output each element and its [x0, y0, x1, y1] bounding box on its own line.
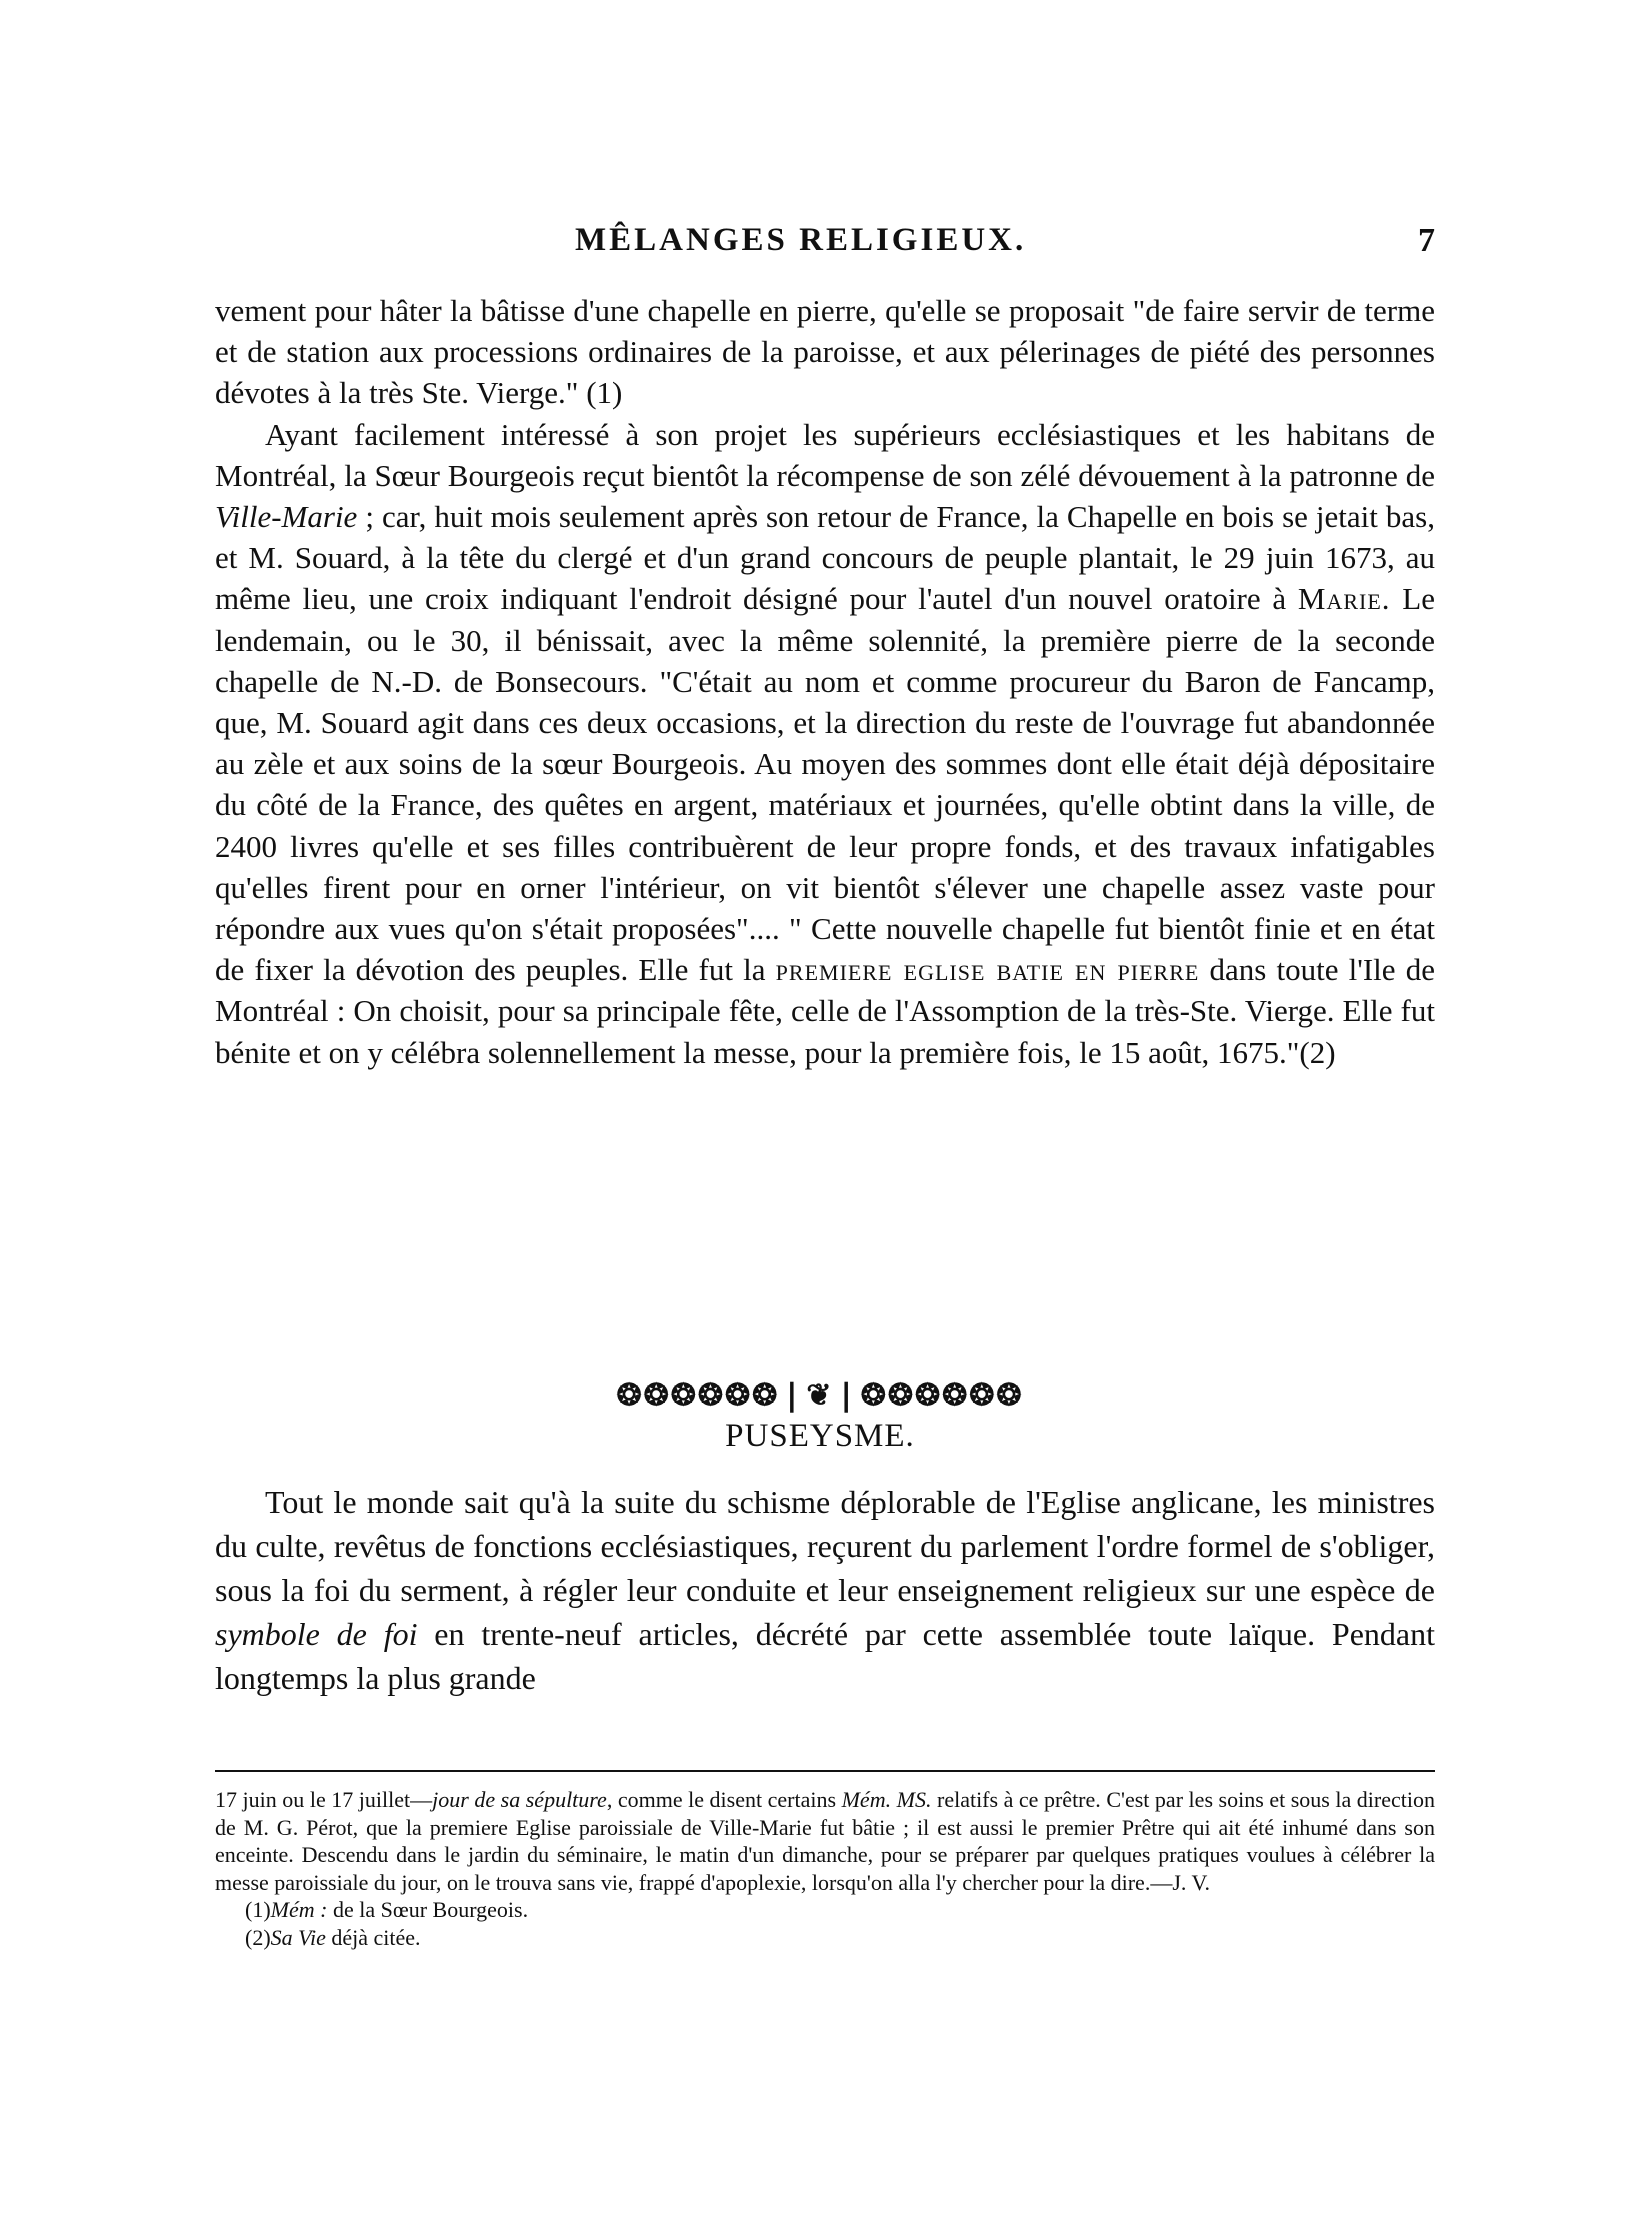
text-run: de la Sœur Bourgeois.	[327, 1897, 529, 1922]
emphasis: jour de sa sépulture	[432, 1787, 607, 1812]
text-run: déjà citée.	[325, 1924, 421, 1950]
emphasis-ville-marie: Ville-Marie	[215, 499, 358, 535]
text-run: Tout le monde sait qu'à la suite du schisme déplorable de l'Eglise anglicane, les ministres du culte, revêtus de fonctions ecclésiastiques, reçurent du parlement l'ordre formel de s'obliger, sous la foi du serment, à régler leur conduite et leur enseignement religieux sur une espèce de	[215, 1484, 1435, 1608]
emphasis: Mém :	[270, 1897, 328, 1922]
text-run: ; car, huit mois seulement après son retour de France, la Chapelle en bois se jetait bas, et M. Souard, à la tête du clergé et d'un grand concours de peuple plantait, le 29 juin 1673, au même lieu, une croix indiquant l'endroit désigné pour l'autel d'un nouvel oratoire à	[215, 499, 1435, 617]
footnote-1	[215, 1896, 1435, 1924]
text-run: , comme le disent certains	[606, 1787, 842, 1812]
paragraph-continuation: vement pour hâter la bâtisse d'une chapelle en pierre, qu'elle se proposait "de faire servir de terme et de station aux processions ordinaires de la paroisse, et aux pélerinages de piété des personnes dévotes à la très Ste. Vierge." (1)	[215, 293, 1435, 411]
section-ornament: ❂❂❂❂❂❂❘❦❘❂❂❂❂❂❂	[616, 1379, 1024, 1412]
footnote-marker: (1)	[245, 1897, 271, 1922]
text-run: dans toute l'Ile de Montréal : On choisit, pour sa principale fête, celle de l'Assomption de la très-Ste. Vierge. Elle fut bénite et on y célébra solennellement la messe, pour la première fois, le 15 août, 1675."(2)	[215, 952, 1435, 1070]
running-head	[215, 222, 1435, 272]
section-text	[215, 1480, 1435, 1700]
section-title: PUSEYSME.	[725, 1418, 915, 1454]
smallcaps-premiere-eglise: premiere eglise batie en pierre	[775, 952, 1200, 988]
text-run: relatifs à ce prêtre. C'est par les soins et sous la direction de M. G. Pérot, que la premiere Eglise paroissiale de Ville-Marie fut bâtie ; il est aussi le premier Prêtre qui ait été inhumé dans son enceinte. Descendu dans le jardin du séminaire, le matin d'un dimanche, pour se préparer par quelques pratiques voulues à célébrer la messe paroissiale du jour, on le trouva sans vie, frappé d'apoplexie, lorsqu'on alla l'y chercher pour la dire.—J. V.	[215, 1787, 1435, 1895]
text-run: Ayant facilement intéressé à son projet les supérieurs ecclésiastiques et les habitans de Montréal, la Sœur Bourgeois reçut bientôt la récompense de son zélé dévouement à la patronne de	[215, 416, 1435, 493]
emphasis-symbole: symbole de foi	[215, 1616, 418, 1652]
running-title: MÊLANGES RELIGIEUX.	[575, 222, 1027, 258]
footnote-marker: (2)	[245, 1924, 271, 1950]
footnote-rule	[215, 1770, 1435, 1772]
emphasis: Mém. MS.	[841, 1787, 932, 1812]
paragraph-bonsecours	[215, 414, 1435, 1073]
footnote-2	[215, 1924, 1435, 1952]
smallcaps-marie: Marie.	[1297, 581, 1391, 617]
text-run: 17 juin ou le 17 juillet—	[215, 1787, 433, 1812]
footnotes	[215, 1786, 1435, 1951]
main-text	[215, 290, 1435, 1073]
text-run: en trente-neuf articles, décrété par cette assemblée toute laïque. Pendant longtemps la plus grande	[215, 1616, 1436, 1696]
text-run: Le lendemain, ou le 30, il bénissait, avec la même solennité, la première pierre de la seconde chapelle de N.-D. de Bonsecours. "C'était au nom et comme procureur du Baron de Fancamp, que, M. Souard agit dans ces deux occasions, et la direction du reste de l'ouvrage fut abandonnée au zèle et aux soins de la sœur Bourgeois. Au moyen des sommes dont elle était déjà dépositaire du côté de la France, des quêtes en argent, matériaux et journées, qu'elle obtint dans la ville, de 2400 livres qu'elle et ses filles contribuèrent de leur propre fonds, et des travaux infatigables qu'elles firent pour en orner l'intérieur, on vit bientôt s'élever une chapelle assez vaste pour répondre aux vues qu'on s'était proposées".... " Cette nouvelle chapelle fut bientôt finie et en état de fixer la dévotion des peuples. Elle fut la	[215, 581, 1435, 988]
emphasis: Sa Vie	[270, 1924, 326, 1950]
paragraph-puseysme	[215, 1480, 1435, 1700]
page-number: 7	[1418, 222, 1435, 259]
footnote-continuation	[215, 1786, 1435, 1896]
